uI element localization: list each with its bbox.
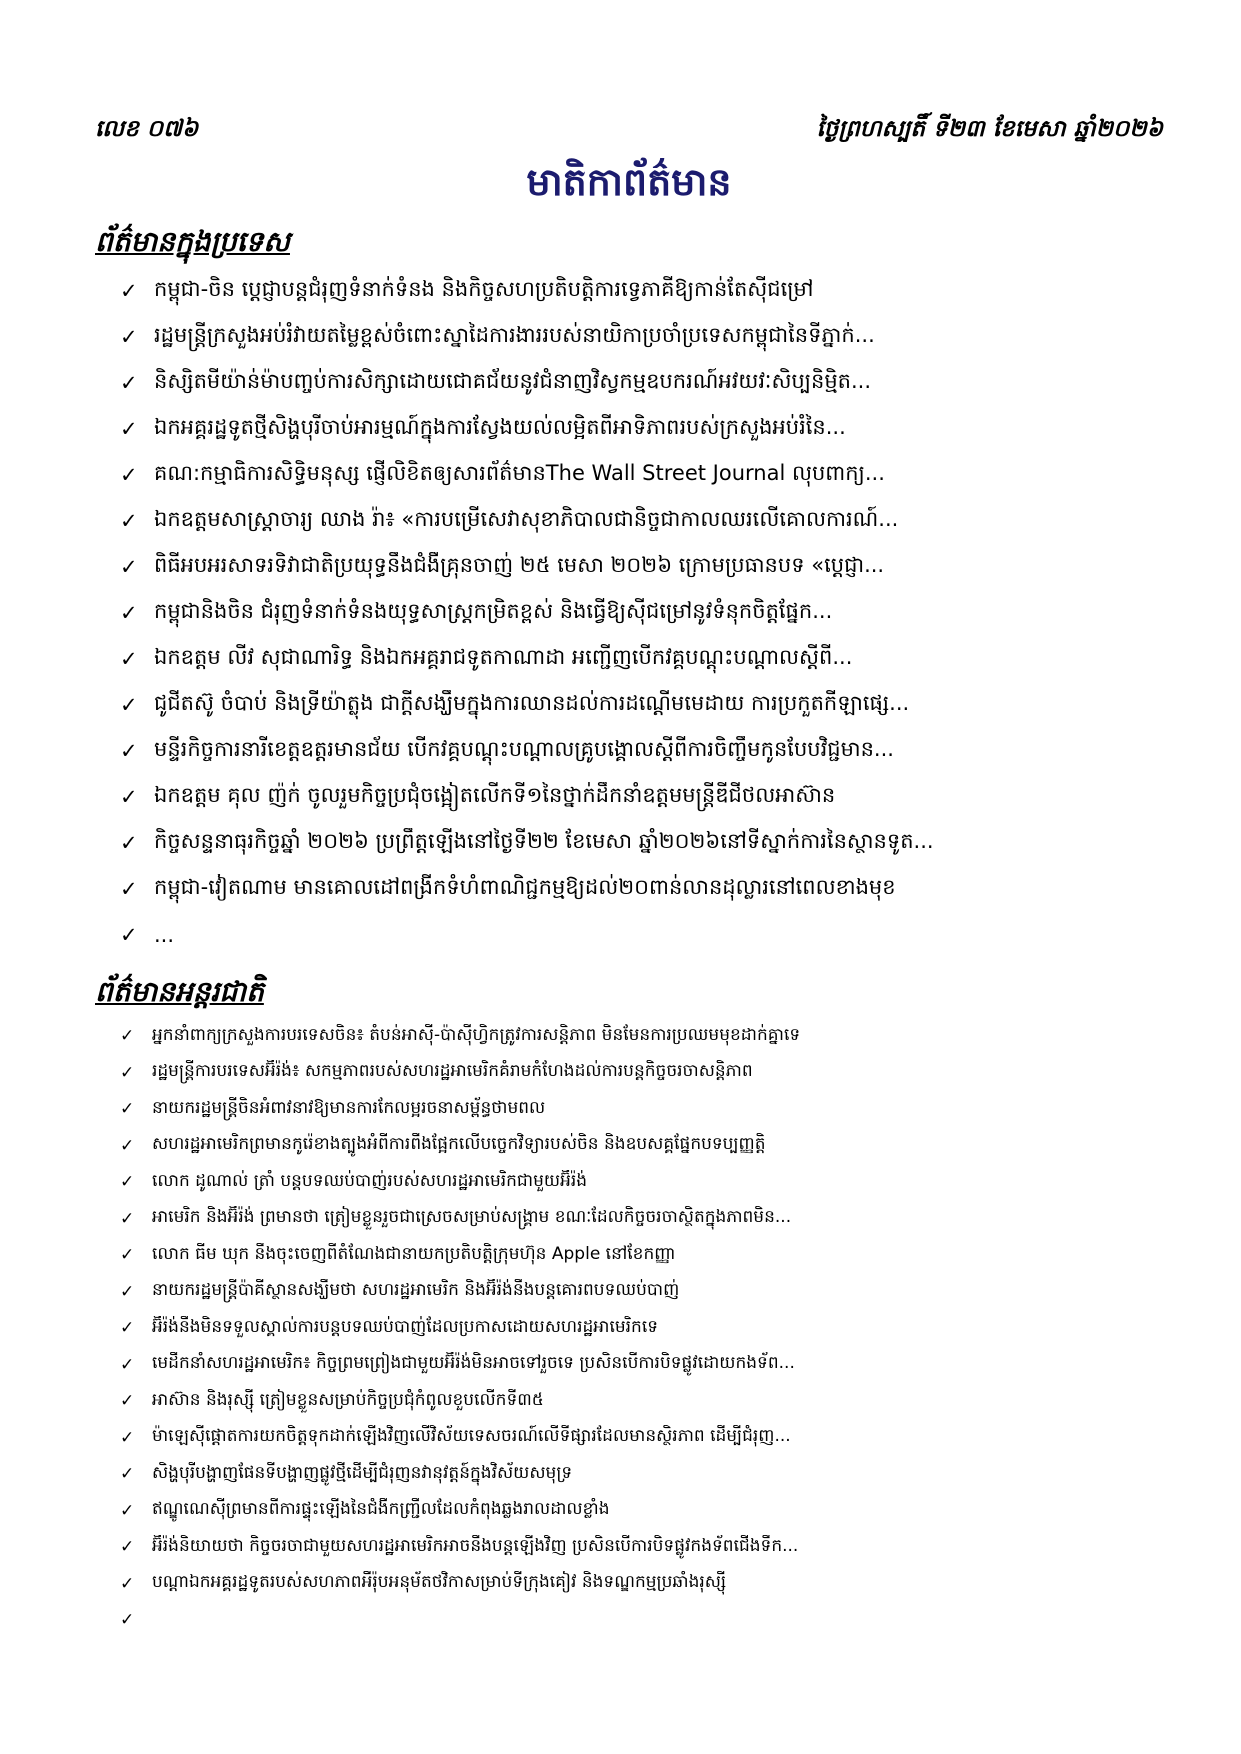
checkmark-icon: ✓ <box>120 831 138 855</box>
checkmark-icon: ✓ <box>120 1610 135 1631</box>
checkmark-icon: ✓ <box>120 1354 135 1375</box>
news-item-text: បណ្ដាឯកអគ្គរដ្ឋទូតរបស់សហភាពអឺរ៉ុបអនុម័តថវិកាសម្រាប់ទីក្រុងគៀវ និងទណ្ឌកម្មប្រឆាំងរុស្ស៊ី <box>152 1572 727 1593</box>
news-item-text: អាស៊ាន និងរុស្ស៊ី ត្រៀមខ្លួនសម្រាប់កិច្ចប្រជុំកំពូលខួបលើកទី៣៥ <box>152 1389 544 1410</box>
checkmark-icon: ✓ <box>120 739 138 763</box>
checkmark-icon: ✓ <box>120 1573 135 1594</box>
domestic-news-list <box>95 268 1163 958</box>
checkmark-icon: ✓ <box>120 877 138 901</box>
checkmark-icon: ✓ <box>120 555 138 579</box>
checkmark-icon: ✓ <box>120 1391 135 1412</box>
international-news-list <box>95 1018 1163 1639</box>
news-list-item <box>120 268 1163 314</box>
news-list-item <box>120 774 1163 820</box>
news-list-item <box>120 1237 1163 1274</box>
news-list-item <box>120 1383 1163 1420</box>
news-list-item <box>120 544 1163 590</box>
news-list-item <box>120 1602 1163 1639</box>
news-item-text: កិច្ចសន្ទនាធុរកិច្ចឆ្នាំ ២០២៦ ប្រព្រឹត្តឡើងនៅថ្ងៃទី២២ ខែមេសា ឆ្នាំ២០២៦នៅទីស្នាក់ការនៃស្ថានទូត... <box>154 828 934 853</box>
news-list-item <box>120 1055 1163 1092</box>
news-list-item <box>120 1529 1163 1566</box>
news-item-text: ឯកឧត្តម លីវ សុជាណារិទ្ធ និងឯកអគ្គរាជទូតកាណាដា អញ្ជើញបើកវគ្គបណ្ដុះបណ្ដាលស្ដីពី... <box>154 644 853 669</box>
checkmark-icon: ✓ <box>120 371 138 395</box>
news-list-item <box>120 636 1163 682</box>
news-item-text: ពិធីអបអរសាទរទិវាជាតិប្រយុទ្ធនឹងជំងឺគ្រុនចាញ់ ២៥ មេសា ២០២៦ ក្រោមប្រធានបទ «ប្ដេជ្ញា... <box>154 552 885 577</box>
news-list-item <box>120 1493 1163 1530</box>
checkmark-icon: ✓ <box>120 1062 135 1083</box>
page-title: មាតិកាព័ត៌មាន <box>526 160 732 204</box>
checkmark-icon: ✓ <box>120 923 138 947</box>
news-list-item <box>120 406 1163 452</box>
checkmark-icon: ✓ <box>120 1281 135 1302</box>
checkmark-icon: ✓ <box>120 1172 135 1193</box>
news-list-item <box>120 1018 1163 1055</box>
checkmark-icon: ✓ <box>120 693 138 717</box>
news-item-text: ឯកឧត្តម គុល ញ៉ក់ ចូលរួមកិច្ចប្រជុំចង្អៀតលើកទី១នៃថ្នាក់ដឹកនាំឧត្តមមន្ត្រីឌីជីថលអាស៊ាន <box>154 782 836 807</box>
news-list-item <box>120 590 1163 636</box>
checkmark-icon: ✓ <box>120 601 138 625</box>
checkmark-icon: ✓ <box>120 1427 135 1448</box>
document-header <box>95 112 1163 146</box>
checkmark-icon: ✓ <box>120 1135 135 1156</box>
checkmark-icon: ✓ <box>120 463 138 487</box>
checkmark-icon: ✓ <box>120 1099 135 1120</box>
checkmark-icon: ✓ <box>120 325 138 349</box>
checkmark-icon: ✓ <box>120 1026 135 1047</box>
news-item-text: លោក ដូណាល់ ត្រាំ បន្តបទឈប់បាញ់របស់សហរដ្ឋអាមេរិកជាមួយអ៊ីរ៉ង់ <box>152 1170 588 1191</box>
section-heading-international: ព័ត៌មានអន្តរជាតិ <box>95 975 264 1008</box>
news-item-text: អ្នកនាំពាក្យក្រសួងការបរទេសចិន៖ តំបន់អាស៊ី-ប៉ាស៊ីហ្វិកត្រូវការសន្តិភាព មិនមែនការប្រឈមមុខដាក់គ្នាទេ <box>152 1024 801 1045</box>
section-heading-domestic: ព័ត៌មានក្នុងប្រទេស <box>95 225 290 258</box>
news-item-text: ឯកអគ្គរដ្ឋទូតថ្មីសិង្ហបុរីចាប់អារម្មណ៍ក្នុងការស្វែងយល់លម្អិតពីអាទិភាពរបស់ក្រសួងអប់រំនៃ... <box>154 414 846 439</box>
news-list-item <box>120 1164 1163 1201</box>
news-item-text: ឯកឧត្តមសាស្ត្រាចារ្យ ឈាង រ៉ា៖ «ការបម្រើសេវាសុខាភិបាលជានិច្ចជាកាលឈរលើគោលការណ៍... <box>154 506 899 531</box>
checkmark-icon: ✓ <box>120 417 138 441</box>
news-list-item <box>120 1310 1163 1347</box>
news-list-item <box>120 1274 1163 1311</box>
news-item-text: កម្ពុជា-ចិន ប្ដេជ្ញាបន្តជំរុញទំនាក់ទំនង និងកិច្ចសហប្រតិបត្តិការទ្វេភាគីឱ្យកាន់តែស៊ីជម្រៅ <box>154 276 814 301</box>
checkmark-icon: ✓ <box>120 1500 135 1521</box>
issue-date: ថ្ងៃព្រហស្បតិ៍ ទី២៣ ខែមេសា ឆ្នាំ២០២៦ <box>816 116 1163 142</box>
news-item-text: អ៊ីរ៉ង់នឹងមិនទទួលស្គាល់ការបន្តបទឈប់បាញ់ដែលប្រកាសដោយសហរដ្ឋអាមេរិកទេ <box>152 1316 659 1337</box>
news-list-item <box>120 314 1163 360</box>
news-item-text: រដ្ឋមន្ត្រីការបរទេសអ៊ីរ៉ង់៖ សកម្មភាពរបស់សហរដ្ឋអាមេរិកគំរាមកំហែងដល់ការបន្តកិច្ចចរចាសន្តិភាព <box>152 1061 753 1082</box>
news-item-text: ជូជីតស៊ូ ចំបាប់ និងទ្រីយ៉ាត្លុង ជាក្ដីសង្ឃឹមក្នុងការឈានដល់ការដណ្ដើមមេដាយ ការប្រកួតកីឡាផ្សេ... <box>154 690 910 715</box>
section-international-news <box>95 958 1163 1639</box>
news-list-item <box>120 498 1163 544</box>
news-list-item <box>120 1128 1163 1165</box>
news-item-text: ឥណ្ឌូណេស៊ីព្រមានពីការផ្ទុះឡើងនៃជំងឺកញ្ជ្រឹលដែលកំពុងឆ្លងរាលដាលខ្លាំង <box>152 1499 610 1520</box>
news-item-text: សិង្ហបុរីបង្ហាញផែនទីបង្ហាញផ្លូវថ្មីដើម្បីជំរុញនវានុវត្តន៍ក្នុងវិស័យសមុទ្រ <box>152 1462 573 1483</box>
news-list-item <box>120 820 1163 866</box>
news-item-text: អ៊ីរ៉ង់និយាយថា កិច្ចចរចាជាមួយសហរដ្ឋអាមេរិកអាចនឹងបន្តឡើងវិញ ប្រសិនបើការបិទផ្លូវកងទ័ពជើងទឹក... <box>152 1535 799 1556</box>
news-item-text: និស្សិតមីយ៉ាន់ម៉ាបញ្ចប់ការសិក្សាដោយជោគជ័យនូវជំនាញវិស្វកម្មឧបករណ៍អវយវៈសិប្បនិម្មិត... <box>154 368 872 393</box>
news-item-text: មេដឹកនាំសហរដ្ឋអាមេរិក៖ កិច្ចព្រមព្រៀងជាមួយអ៊ីរ៉ង់មិនអាចទៅរួចទេ ប្រសិនបើការបិទផ្លូវដោយកងទ័ព... <box>152 1353 795 1374</box>
checkmark-icon: ✓ <box>120 785 138 809</box>
news-item-text: គណ:កម្មាធិការសិទ្ធិមនុស្ស ផ្ញើលិខិតឲ្យសារព័ត៌មានThe Wall Street Journal លុបពាក្យ... <box>154 460 885 485</box>
news-item-text: នាយករដ្ឋមន្ត្រីប៉ាគីស្ថានសង្ឃឹមថា សហរដ្ឋអាមេរិក និងអ៊ីរ៉ង់នឹងបន្តគោរពបទឈប់បាញ់ <box>152 1280 680 1301</box>
issue-number: លេខ ០៧៦ <box>95 116 199 142</box>
news-item-text: សហរដ្ឋអាមេរិកព្រមានកូរ៉េខាងត្បូងអំពីការពឹងផ្អែកលើបច្ចេកវិទ្យារបស់ចិន និងឧបសគ្គផ្នែកបទប្បញ្ញត្តិ <box>152 1134 766 1155</box>
news-list-item <box>120 866 1163 912</box>
news-list-item <box>120 360 1163 406</box>
checkmark-icon: ✓ <box>120 1464 135 1485</box>
news-item-text: ម៉ាឡេស៊ីផ្ដោតការយកចិត្តទុកដាក់ឡើងវិញលើវិស័យទេសចរណ៍លើទីផ្សារដែលមានស្ថិរភាព ដើម្បីជំរុញ... <box>152 1426 791 1447</box>
news-list-item <box>120 1420 1163 1457</box>
news-item-text: អាមេរិក និងអ៊ីរ៉ង់ ព្រមានថា ត្រៀមខ្លួនរួចជាស្រេចសម្រាប់សង្គ្រាម ខណៈដែលកិច្ចចរចាស្ថិតក្នុងភាពមិន... <box>152 1207 792 1228</box>
news-item-text: កម្ពុជា-វៀតណាម មានគោលដៅពង្រីកទំហំពាណិជ្ជកម្មឱ្យដល់២០ពាន់លានដុល្លារនៅពេលខាងមុខ <box>154 874 896 899</box>
news-list-item <box>120 912 1163 958</box>
checkmark-icon: ✓ <box>120 1208 135 1229</box>
checkmark-icon: ✓ <box>120 1537 135 1558</box>
news-list-item <box>120 728 1163 774</box>
news-item-text: លោក ធីម ឃុក នឹងចុះចេញពីតំណែងជានាយកប្រតិបត្តិក្រុមហ៊ុន Apple នៅខែកញ្ញា <box>152 1243 676 1264</box>
checkmark-icon: ✓ <box>120 1318 135 1339</box>
news-item-text: នាយករដ្ឋមន្ត្រីចិនអំពាវនាវឱ្យមានការកែលម្អរចនាសម្ព័ន្ធថាមពល <box>152 1097 546 1118</box>
news-list-item <box>120 1566 1163 1603</box>
news-item-text: មន្ទីរកិច្ចការនារីខេត្តឧត្តរមានជ័យ បើកវគ្គបណ្ដុះបណ្ដាលគ្រូបង្គោលស្ដីពីការចិញ្ចឹមកូនបែបវិជ្ជមាន... <box>154 736 894 761</box>
news-list-item <box>120 1091 1163 1128</box>
news-item-text: រដ្ឋមន្ត្រីក្រសួងអប់រំវាយតម្លៃខ្ពស់ចំពោះស្នាដៃការងាររបស់នាយិកាប្រចាំប្រទេសកម្ពុជានៃទីភ្នាក់... <box>154 322 875 347</box>
checkmark-icon: ✓ <box>120 509 138 533</box>
news-item-text: កម្ពុជានិងចិន ជំរុញទំនាក់ទំនងយុទ្ធសាស្ត្រកម្រិតខ្ពស់ និងធ្វើឱ្យស៊ីជម្រៅនូវទំនុកចិត្តផ្នែក... <box>154 598 833 623</box>
news-list-item <box>120 682 1163 728</box>
news-list-item <box>120 1201 1163 1238</box>
checkmark-icon: ✓ <box>120 647 138 671</box>
checkmark-icon: ✓ <box>120 1245 135 1266</box>
news-list-item <box>120 1347 1163 1384</box>
news-list-item <box>120 1456 1163 1493</box>
section-domestic-news <box>95 208 1163 958</box>
checkmark-icon: ✓ <box>120 279 138 303</box>
news-list-item <box>120 452 1163 498</box>
news-item-text: ... <box>154 923 175 947</box>
